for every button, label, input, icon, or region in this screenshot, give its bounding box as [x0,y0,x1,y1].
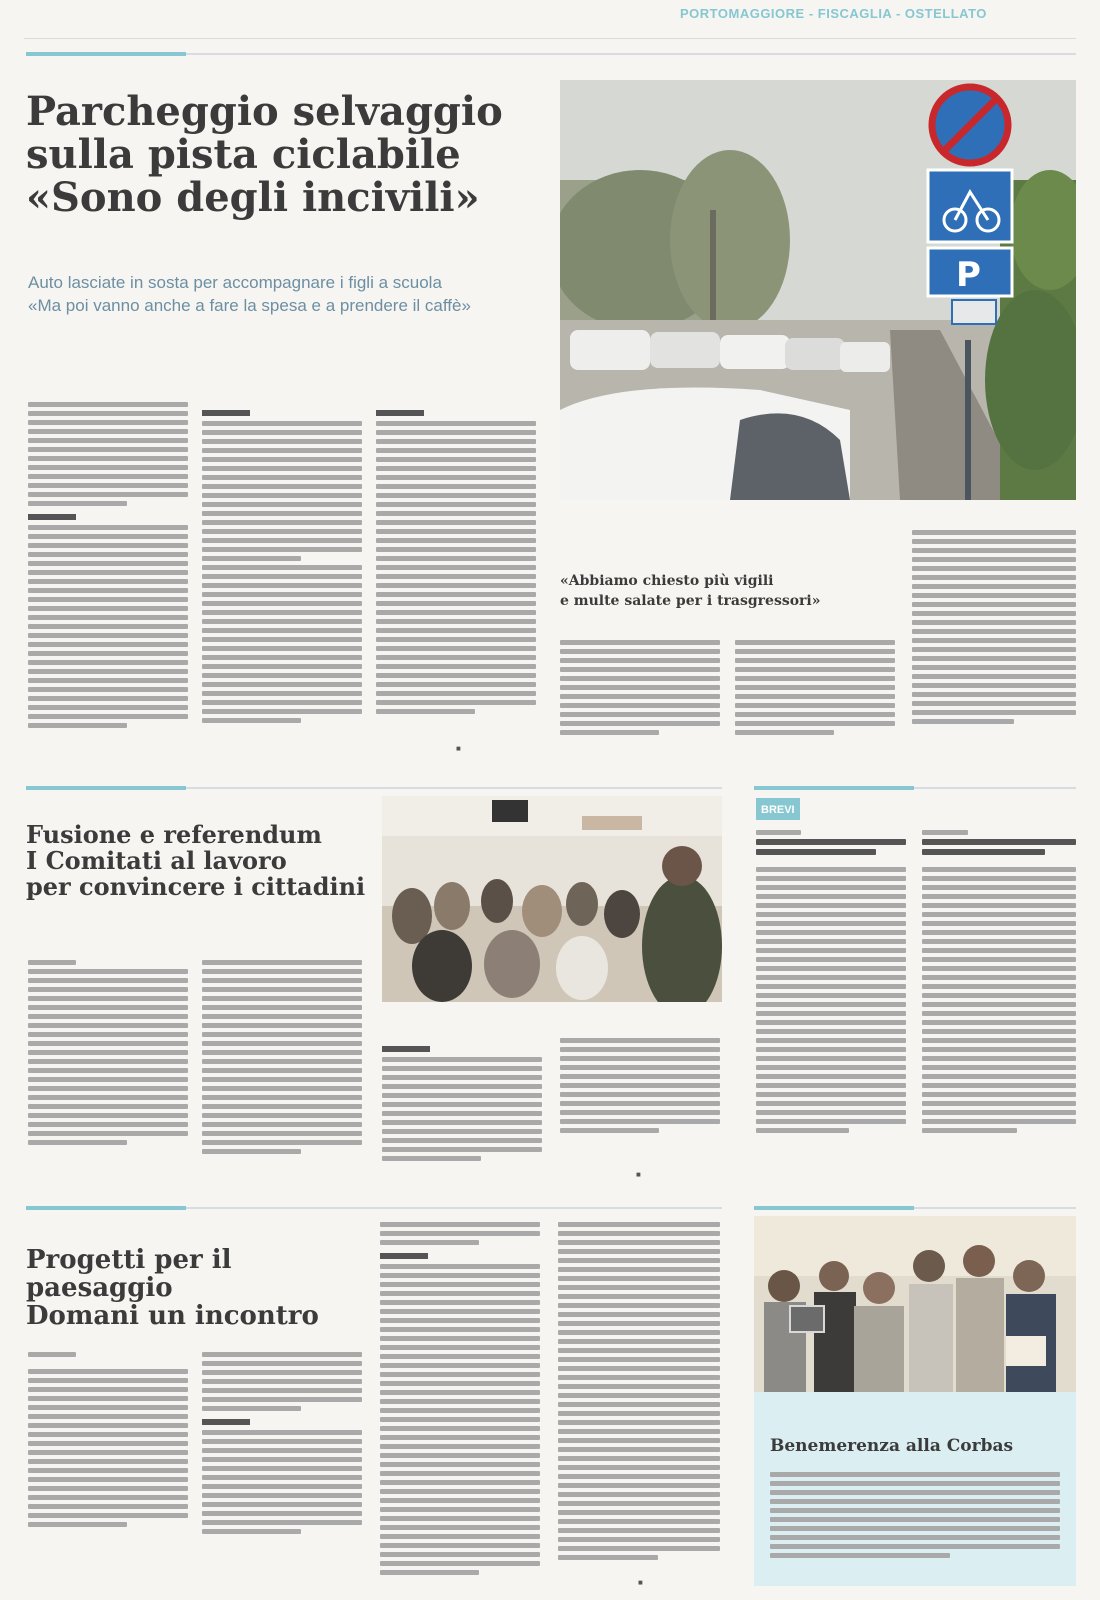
headline-line: Progetti per il paesaggio [26,1245,232,1304]
sidebox-column-1 [560,640,720,739]
award-box [754,1216,1076,1586]
headline-line: «Sono degli incivili» [26,174,480,222]
quote-line: e multe salate per i trasgressori» [560,592,821,609]
article-column-2 [202,1352,362,1538]
main-photo [560,80,1076,500]
meeting-photo-illustration [382,796,722,1002]
award-text [770,1472,1060,1562]
headline-line: per convincere i cittadini [26,871,366,901]
header-rule [24,38,1076,39]
section-accent-bar [26,52,186,56]
author-signature: ■ [638,1578,643,1587]
briefs-rule [914,787,1076,789]
sidebox-column-3 [912,530,1076,728]
headline-line: sulla pista ciclabile [26,131,461,179]
brief-item-1 [756,830,906,1137]
article-column-1 [28,960,188,1149]
quote-line: «Abbiamo chiesto più vigili [560,573,774,589]
deck-line: Auto lasciate in sosta per accompagnare i figli a scuola [28,273,442,292]
section-accent-bar [26,786,186,790]
section-accent-bar [26,1206,186,1210]
sidebox-accent-bar [754,1206,914,1210]
article-column-1 [28,402,188,732]
author-signature: ■ [456,744,461,753]
article-column-2 [202,402,362,727]
section-rule [186,53,1076,55]
svg-text:P: P [956,255,981,295]
article-headline [26,90,556,220]
award-headline: Benemerenza alla Corbas [770,1436,1014,1456]
briefs-accent-bar [754,786,914,790]
deck-line: «Ma poi vanno anche a fare la spesa e a prendere il caffè» [28,295,471,315]
section-rule [186,787,722,789]
author-signature: ■ [636,1170,641,1179]
page-header [0,0,1100,50]
parking-photo-illustration [560,80,1076,500]
section-rule [186,1207,722,1209]
article-column-4 [558,1222,720,1564]
article-column-3 [382,1038,542,1165]
section-tag: PORTOMAGGIORE - FISCAGLIA - OSTELLATO [680,6,987,21]
article-column-4 [560,1038,720,1137]
headline-line: Fusione e referendum [26,820,322,849]
article-column-3 [380,1222,540,1579]
article-column-2 [202,960,362,1158]
sidebox-rule [914,1207,1076,1209]
meeting-photo [382,796,722,1002]
brief-item-2 [922,830,1076,1137]
headline-line: Parcheggio selvaggio [26,88,503,135]
briefs-tag-label: BREVI [761,804,795,816]
article-headline [26,822,376,900]
sidebox-column-2 [735,640,895,739]
sidebox-quote [560,572,900,611]
article-headline [26,1246,376,1330]
briefs-tag [756,798,800,820]
award-photo-illustration [754,1216,1076,1392]
article-column-3 [376,402,536,718]
headline-line: I Comitati al lavoro [26,845,287,875]
headline-line: Domani un incontro [26,1301,319,1332]
article-deck [28,272,558,318]
article-column-1 [28,1352,188,1531]
